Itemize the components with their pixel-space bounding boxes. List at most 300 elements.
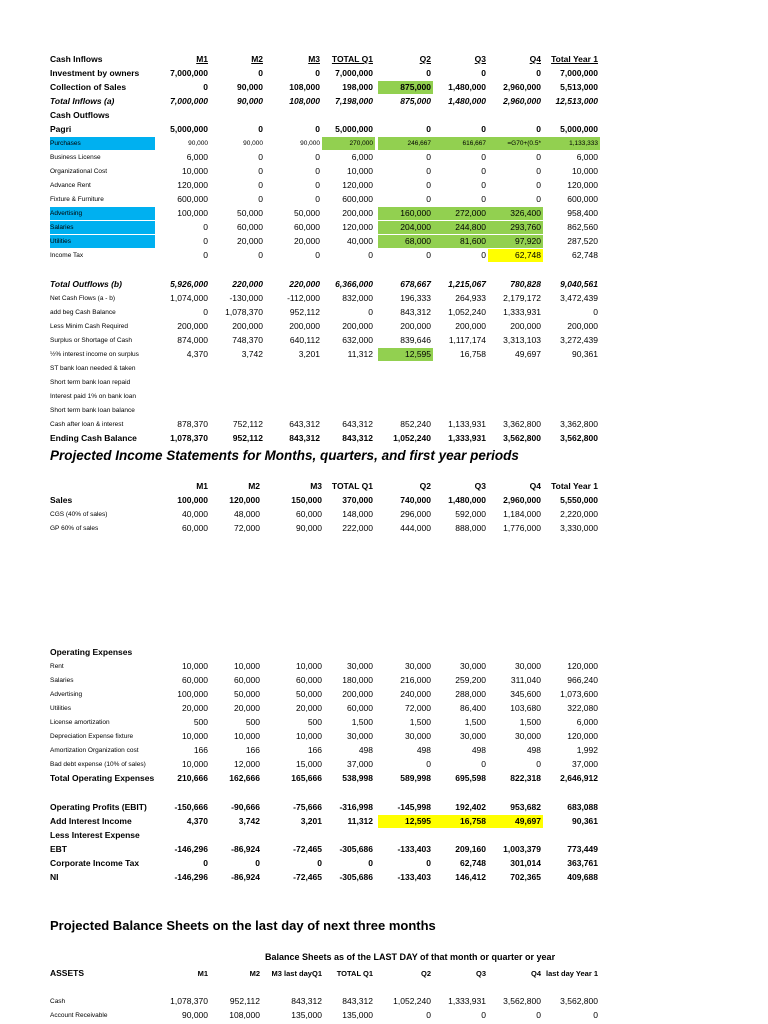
cell: 40,000	[182, 509, 208, 519]
row-label: Advertising	[50, 691, 83, 698]
row-label: Total Operating Expenses	[50, 773, 155, 783]
row-label: Salaries	[50, 677, 74, 684]
cell	[488, 390, 543, 403]
cell: 6,366,000	[335, 279, 373, 289]
cell: 0	[368, 858, 373, 868]
cell	[543, 109, 600, 122]
cell	[433, 109, 488, 122]
cell: 498	[471, 745, 486, 755]
cell: 120,000	[567, 180, 598, 190]
cell: 180,000	[342, 675, 373, 685]
cell: -86,924	[231, 872, 260, 882]
cell: 10,000	[572, 166, 598, 176]
cell	[262, 404, 322, 417]
cell: 683,088	[567, 802, 598, 812]
cell: 160,000	[378, 207, 433, 220]
cell: Q4	[529, 481, 541, 491]
cell: 1,003,379	[503, 844, 541, 854]
row-label: Depreciation Expense fixture	[50, 733, 134, 740]
cell: 3,562,800	[560, 996, 598, 1006]
cell: last day Year 1	[546, 969, 598, 978]
cell: 6,000	[186, 152, 208, 162]
row-label: CGS (40% of sales)	[50, 511, 108, 518]
cell: 1,052,240	[393, 433, 431, 443]
cell: 832,000	[342, 293, 373, 303]
cell: 952,112	[232, 433, 263, 443]
cell: 780,828	[510, 279, 541, 289]
cell: Q4	[529, 54, 541, 64]
cell: 1,078,370	[225, 307, 263, 317]
cell: 1,078,370	[170, 996, 208, 1006]
cell: 752,112	[232, 419, 263, 429]
cell: 0	[481, 180, 486, 190]
cell: 0	[203, 858, 208, 868]
row-label: Add Interest Income	[50, 816, 132, 826]
cell: 888,000	[455, 523, 486, 533]
cell: 293,760	[488, 221, 543, 234]
cell: 3,562,800	[503, 996, 541, 1006]
cell: 81,600	[433, 235, 488, 248]
row-label: Total Inflows (a)	[50, 96, 115, 106]
cell: Q2	[420, 969, 431, 978]
row-label: Salaries	[50, 221, 155, 234]
cell: 90,000	[182, 1010, 208, 1020]
income-bottom-row-ni	[0, 871, 768, 884]
cell: 49,697	[515, 349, 541, 359]
row-label: Collection of Sales	[50, 82, 127, 92]
cell: M1	[196, 481, 208, 491]
cell: 0	[426, 759, 431, 769]
cell: TOTAL Q1	[336, 969, 373, 978]
cell: 50,000	[237, 208, 263, 218]
cell: 48,000	[234, 509, 260, 519]
cell: 1,500	[464, 717, 486, 727]
cell: 498	[526, 745, 541, 755]
cell	[322, 362, 375, 375]
cell: 5,550,000	[560, 495, 598, 505]
cash-row-advance-rent	[0, 179, 768, 192]
cell	[155, 390, 210, 403]
cell: 270,000	[322, 137, 375, 150]
cell: 166	[307, 745, 322, 755]
cash-row-utilities	[0, 235, 768, 248]
cell	[433, 404, 488, 417]
cell: 875,000	[378, 81, 433, 94]
cell: 640,112	[289, 335, 320, 345]
income-opex-heading-operating-expenses	[0, 646, 768, 659]
cell: 100,000	[177, 495, 208, 505]
cell: 0	[481, 250, 486, 260]
cell: 1,052,240	[448, 307, 486, 317]
cell: 2,960,000	[503, 82, 541, 92]
cell: 148,000	[342, 509, 373, 519]
cell: 100,000	[177, 208, 208, 218]
cell: 10,000	[234, 661, 260, 671]
cell: 1,480,000	[448, 82, 486, 92]
cell: 862,560	[567, 222, 598, 232]
cell: -145,998	[397, 802, 431, 812]
cell: 0	[426, 250, 431, 260]
cell: 5,000,000	[335, 124, 373, 134]
cell: 0	[536, 152, 541, 162]
cell	[433, 362, 488, 375]
income-row-cgs-40-of-sales	[0, 508, 768, 521]
income-bottom-row-corporate-income-tax	[0, 857, 768, 870]
cell: 10,000	[296, 731, 322, 741]
cell: 166	[193, 745, 208, 755]
row-label: Amortization Organization cost	[50, 747, 139, 754]
cell: -133,403	[397, 844, 431, 854]
cell: 0	[481, 759, 486, 769]
cash-row-cash-outflows	[0, 109, 768, 122]
row-label: ST bank loan needed & taken	[50, 365, 136, 372]
cell: 16,758	[433, 815, 488, 828]
cell: -305,686	[339, 872, 373, 882]
row-label: Operating Profits (EBIT)	[50, 802, 147, 812]
cell: 10,000	[182, 759, 208, 769]
cell: -146,296	[174, 872, 208, 882]
row-label: Utilities	[50, 705, 71, 712]
row-label: Short term bank loan repaid	[50, 379, 131, 386]
cell: Q2	[419, 481, 431, 491]
cell: 0	[315, 180, 320, 190]
cell: -316,998	[339, 802, 373, 812]
cell: 0	[258, 194, 263, 204]
cell	[210, 390, 265, 403]
cell: 1,776,000	[503, 523, 541, 533]
cell: 50,000	[296, 689, 322, 699]
cell: 108,000	[229, 1010, 260, 1020]
cell: 616,667	[433, 137, 488, 150]
cell	[264, 829, 324, 842]
cell: 16,758	[460, 349, 486, 359]
cell	[155, 109, 210, 122]
cell: 210,666	[177, 773, 208, 783]
cell: 0	[426, 68, 431, 78]
cell: 3,472,439	[560, 293, 598, 303]
cell	[378, 376, 433, 389]
cell: 10,000	[234, 731, 260, 741]
cell	[488, 362, 543, 375]
row-label: Cash after loan & interest	[50, 421, 124, 428]
cell: 589,998	[400, 773, 431, 783]
income-bottom-row-operating-profits-ebit	[0, 801, 768, 814]
cell: 1,500	[519, 717, 541, 727]
cell	[543, 829, 600, 842]
cell: 150,000	[291, 495, 322, 505]
cell	[155, 404, 210, 417]
cell: 30,000	[405, 661, 431, 671]
cell: 0	[203, 222, 208, 232]
cash-row-fixture-furniture	[0, 193, 768, 206]
row-label: Pagri	[50, 124, 72, 134]
income-opex-row-rent	[0, 660, 768, 673]
cell: 200,000	[400, 321, 431, 331]
cell: 90,000	[243, 140, 263, 147]
cash-row-collection-of-sales	[0, 81, 768, 94]
cell: 20,000	[237, 236, 263, 246]
cell: 2,220,000	[560, 509, 598, 519]
cell: 4,370	[186, 349, 208, 359]
cell: Q4	[530, 969, 541, 978]
cell: 326,400	[488, 207, 543, 220]
cell: 120,000	[342, 180, 373, 190]
cash-row-surplus-or-shortage-of-cash	[0, 334, 768, 347]
cell: 1,073,600	[560, 689, 598, 699]
cell: 200,000	[567, 321, 598, 331]
cell	[378, 404, 433, 417]
cash-row-investment-by-owners	[0, 67, 768, 80]
cell: -133,403	[397, 872, 431, 882]
cell: 37,000	[572, 759, 598, 769]
cell: M3 last dayQ1	[271, 969, 322, 978]
cell: 953,682	[510, 802, 541, 812]
cell	[378, 829, 433, 842]
row-label: Organizational Cost	[50, 168, 108, 175]
row-label: Investment by owners	[50, 68, 140, 78]
cell: 0	[481, 194, 486, 204]
cell: 3,562,800	[503, 433, 541, 443]
cell: 135,000	[342, 1010, 373, 1020]
balance-sheet-title: Projected Balance Sheets on the last day of next three months	[50, 918, 436, 933]
cell: 301,014	[510, 858, 541, 868]
cell: 500	[307, 717, 322, 727]
row-label: EBT	[50, 844, 67, 854]
cell	[160, 829, 210, 842]
income-header-blank	[0, 480, 768, 493]
cell: 1,333,931	[503, 307, 541, 317]
cell: 209,160	[455, 844, 486, 854]
cell: 4,370	[186, 816, 208, 826]
cell: M2	[249, 969, 260, 978]
cell: 852,240	[400, 419, 431, 429]
cell: 1,184,000	[503, 509, 541, 519]
cell	[322, 109, 375, 122]
cell: 0	[426, 166, 431, 176]
cell	[322, 376, 375, 389]
cell: 1,133,333	[543, 137, 600, 150]
cell: 1,133,931	[448, 419, 486, 429]
cell: 62,748	[488, 249, 543, 262]
cell: 966,240	[567, 675, 598, 685]
cash-row-salaries	[0, 221, 768, 234]
cell: 1,052,240	[393, 996, 431, 1006]
cell	[212, 829, 262, 842]
row-label: Cash Outflows	[50, 110, 110, 120]
cell: 643,312	[289, 419, 320, 429]
cell: 244,800	[433, 221, 488, 234]
cell: 11,312	[347, 349, 373, 359]
cell: 2,960,000	[503, 96, 541, 106]
row-label: Interest paid 1% on bank loan	[50, 393, 137, 400]
row-label: Operating Expenses	[50, 647, 133, 657]
row-label: Bad debt expense (10% of sales)	[50, 761, 146, 768]
cell: 20,000	[296, 703, 322, 713]
cell: 146,412	[455, 872, 486, 882]
cell: 1,500	[409, 717, 431, 727]
cell: 444,000	[400, 523, 431, 533]
cell: 0	[536, 180, 541, 190]
cell: 958,400	[567, 208, 598, 218]
cell: 538,998	[342, 773, 373, 783]
income-opex-row-advertising	[0, 688, 768, 701]
cell: 204,000	[378, 221, 433, 234]
cash-row-business-license	[0, 151, 768, 164]
cell: 264,933	[455, 293, 486, 303]
cell: TOTAL Q1	[331, 54, 373, 64]
cell: 0	[258, 250, 263, 260]
cell: 952,112	[289, 307, 320, 317]
row-label: Utilities	[50, 235, 155, 248]
cell: 1,333,931	[448, 433, 486, 443]
cell: 20,000	[182, 703, 208, 713]
cell: 843,312	[291, 996, 322, 1006]
row-label: Fixture & Furniture	[50, 196, 104, 203]
cell	[378, 109, 433, 122]
cash-row-st-bank-loan-needed-taken	[0, 362, 768, 375]
cell: 322,080	[567, 703, 598, 713]
cell: Total Year 1	[551, 54, 598, 64]
income-opex-row-salaries	[0, 674, 768, 687]
cell: 200,000	[289, 321, 320, 331]
row-label: ASSETS	[50, 968, 85, 978]
cell	[543, 376, 600, 389]
cell: 60,000	[182, 523, 208, 533]
cash-row-interest-paid-1-on-bank-loan	[0, 390, 768, 403]
cash-row-total-inflows-a	[0, 95, 768, 108]
cash-row-organizational-cost	[0, 165, 768, 178]
cell	[543, 362, 600, 375]
cell: 62,748	[572, 250, 598, 260]
cell: 874,000	[177, 335, 208, 345]
cell: 0	[426, 1010, 431, 1020]
cell: 288,000	[455, 689, 486, 699]
cell: M3	[308, 54, 320, 64]
cell: 10,000	[296, 661, 322, 671]
cell: -112,000	[287, 293, 320, 303]
cell: 500	[245, 717, 260, 727]
cell: 200,000	[342, 208, 373, 218]
cell: 1,215,067	[448, 279, 486, 289]
cell: 10,000	[182, 166, 208, 176]
cell: =G70+(0.5*	[488, 137, 543, 150]
cell: 200,000	[342, 321, 373, 331]
cash-row-advertising	[0, 207, 768, 220]
cell: 49,697	[488, 815, 543, 828]
cell: 6,000	[576, 717, 598, 727]
row-label: Cash Inflows	[50, 54, 103, 64]
cell: 272,000	[433, 207, 488, 220]
cell: 12,595	[378, 348, 433, 361]
cell	[378, 362, 433, 375]
cell: 120,000	[229, 495, 260, 505]
cash-row-short-term-bank-loan-balance	[0, 404, 768, 417]
cell: 843,312	[289, 433, 320, 443]
cell: 0	[203, 250, 208, 260]
cell: 5,000,000	[170, 124, 208, 134]
cell: 90,000	[188, 140, 208, 147]
cell: 30,000	[460, 661, 486, 671]
cell: -146,296	[174, 844, 208, 854]
cell: 50,000	[234, 689, 260, 699]
cell: 6,000	[351, 152, 373, 162]
cell	[488, 829, 543, 842]
cell: 643,312	[342, 419, 373, 429]
cell: 839,646	[400, 335, 431, 345]
cell: 15,000	[296, 759, 322, 769]
cell	[378, 390, 433, 403]
cash-row-cash-after-loan-interest	[0, 418, 768, 431]
cash-row-short-term-bank-loan-repaid	[0, 376, 768, 389]
cell: 363,761	[567, 858, 598, 868]
row-label: add beg Cash Balance	[50, 309, 116, 316]
cell: 60,000	[296, 675, 322, 685]
cell: 2,646,912	[560, 773, 598, 783]
cell: 90,000	[237, 82, 263, 92]
cell: 9,040,561	[560, 279, 598, 289]
cell: 600,000	[342, 194, 373, 204]
cell: 60,000	[234, 675, 260, 685]
cell: 878,370	[177, 419, 208, 429]
cell	[210, 362, 265, 375]
cell: 108,000	[289, 96, 320, 106]
cell: TOTAL Q1	[331, 481, 373, 491]
cell: 30,000	[515, 661, 541, 671]
cell: 1,333,931	[448, 996, 486, 1006]
cell: 0	[593, 1010, 598, 1020]
cell: 843,312	[342, 996, 373, 1006]
cell: Q3	[475, 969, 486, 978]
cell: 0	[203, 82, 208, 92]
cell: 60,000	[294, 222, 320, 232]
cell: 3,742	[238, 816, 260, 826]
cell: 50,000	[294, 208, 320, 218]
cell	[262, 109, 322, 122]
cell: 0	[481, 1010, 486, 1020]
cell: 702,365	[510, 872, 541, 882]
row-label: GP 60% of sales	[50, 525, 99, 532]
cell: Q3	[474, 481, 486, 491]
cell: 1,078,370	[170, 433, 208, 443]
cell: 60,000	[237, 222, 263, 232]
row-label: Advertising	[50, 207, 155, 220]
cell: 12,513,000	[555, 96, 598, 106]
cell: 10,000	[182, 731, 208, 741]
cell: 220,000	[232, 279, 263, 289]
cell	[155, 362, 210, 375]
cell	[210, 404, 265, 417]
income-bottom-row-less-interest-expense	[0, 829, 768, 842]
cell: 843,312	[342, 433, 373, 443]
cell: 748,370	[232, 335, 263, 345]
cell: M3	[310, 481, 322, 491]
cell	[322, 404, 375, 417]
cell: 1,992	[576, 745, 598, 755]
cell: 108,000	[289, 82, 320, 92]
cell: 7,000,000	[170, 96, 208, 106]
cell: 200,000	[177, 321, 208, 331]
cell: 0	[426, 194, 431, 204]
cell: 7,000,000	[335, 68, 373, 78]
cell: 72,000	[234, 523, 260, 533]
cell: 0	[317, 858, 322, 868]
income-row-gp-60-of-sales	[0, 522, 768, 535]
cash-row-ending-cash-balance	[0, 432, 768, 445]
cash-row-pagri	[0, 123, 768, 136]
cell: 0	[536, 166, 541, 176]
balance-header-assets	[0, 967, 768, 980]
cell: 30,000	[460, 731, 486, 741]
